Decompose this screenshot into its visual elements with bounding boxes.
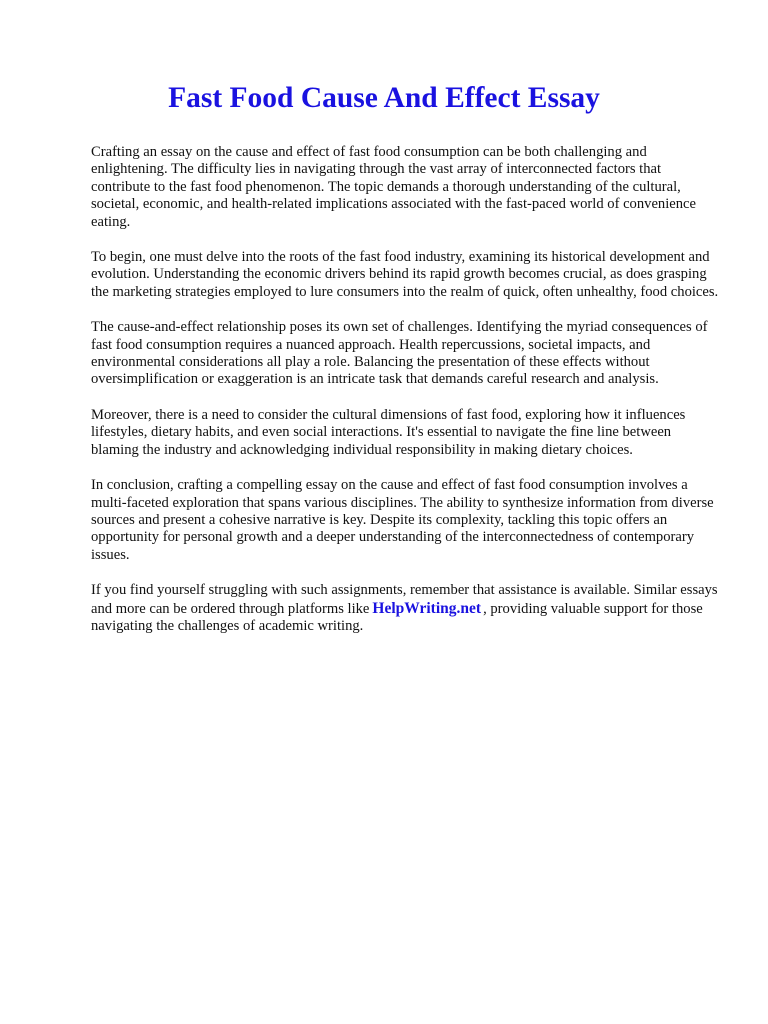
paragraph-roots: To begin, one must delve into the roots of the fast food industry, examining its historical development and evolution. Understanding the economic drivers behind its rapid growth becomes crucial, as does grasping the marketing strategies employed to lure consumers into the realm of quick, often unhealthy, food choices. [91,249,719,300]
paragraph-cultural: Moreover, there is a need to consider the cultural dimensions of fast food, exploring how it influences lifestyles, dietary habits, and even social interactions. It's essential to navigate the fine line between blaming the industry and acknowledging individual responsibility in making dietary choices. [91,406,686,458]
helpwriting-link[interactable]: HelpWriting.net [372,599,482,617]
closing-text-before-link: If you find yourself struggling with such assignments, remember that assistance is available. Similar essays and more can be ordered through platforms like [91,582,718,617]
paragraph-conclusion: In conclusion, crafting a compelling essay on the cause and effect of fast food consumption involves a multi-faceted exploration that spans various disciplines. The ability to synthesize information from diverse sources and present a cohesive narrative is key. Despite its complexity, tackling this topic offers an opportunity for personal growth and a deeper understanding of the interconnectedness of contemporary issues. [91,477,714,563]
document-title: Fast Food Cause And Effect Essay [168,82,600,114]
paragraph-cause-effect: The cause-and-effect relationship poses its own set of challenges. Identifying the myriad consequences of fast food consumption requires a nuanced approach. Health repercussions, societal impacts, and environmental considerations all play a role. Balancing the presentation of these effects without oversimplification or exaggeration is an intricate task that demands careful research and analysis. [91,319,708,388]
closing-text-after-link: , providing valuable support for those navigating the challenges of academic writing. [91,600,703,634]
paragraph-intro: Crafting an essay on the cause and effect of fast food consumption can be both challenging and enlightening. The difficulty lies in navigating through the vast array of interconnected factors that contribute to the fast food phenomenon. The topic demands a thorough understanding of the cultural, societal, economic, and health-related implications associated with the fast-paced world of convenience eating. [91,144,696,230]
paragraph-closing [91,582,720,635]
